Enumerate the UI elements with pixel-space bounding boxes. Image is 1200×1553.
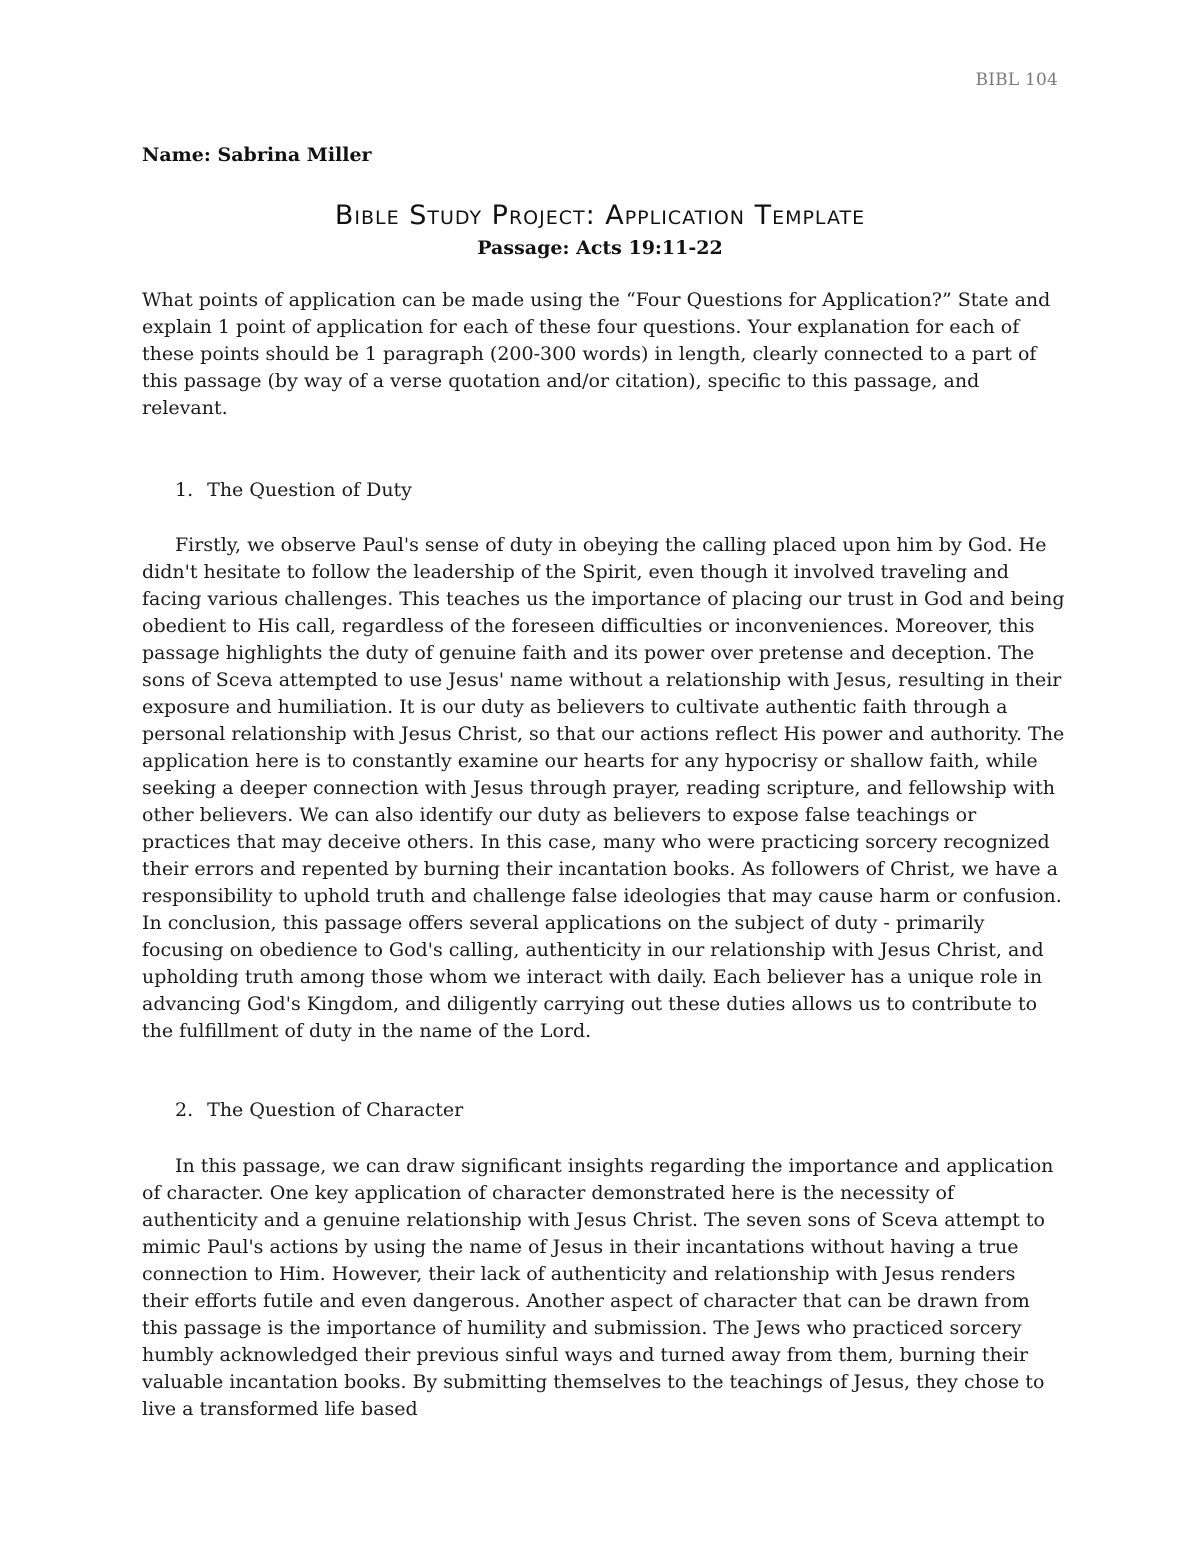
passage-reference: Passage: Acts 19:11-22 [477, 237, 723, 259]
section-heading-duty [175, 479, 412, 501]
section-title: The Question of Duty [207, 479, 412, 501]
section-heading-character [175, 1099, 463, 1121]
course-code-header: BIBL 104 [975, 70, 1058, 90]
document-title: Bible Study Project: Application Template [334, 200, 866, 231]
section-title: The Question of Character [207, 1099, 464, 1121]
student-name: Name: Sabrina Miller [142, 144, 372, 166]
section-paragraph-character: In this passage, we can draw significant insights regarding the importance and application of character. One key application of character demonstrated here is the necessity of authenticity and a genuine relationship with Jesus Christ. The seven sons of Sceva attempt to mimic Paul's actions by using the name of Jesus in their incantations without having a true connection to Him. However, their lack of authenticity and relationship with Jesus renders their efforts futile and even dangerous. Another aspect of character that can be drawn from this passage is the importance of humility and submission. The Jews who practiced sorcery humbly acknowledged their previous sinful ways and turned away from them, burning their valuable incantation books. By submitting themselves to the teachings of Jesus, they chose to live a transformed life based [142, 1155, 1054, 1420]
instructions-paragraph: What points of application can be made using the “Four Questions for Application?” State and explain 1 point of application for each of these four questions. Your explanation for each of these points should be 1 paragraph (200-300 words) in length, clearly connected to a part of this passage (by way of a verse quotation and/or citation), specific to this passage, and relevant. [142, 289, 1051, 419]
section-number: 2. [175, 1099, 194, 1121]
section-paragraph-duty: Firstly, we observe Paul's sense of duty in obeying the calling placed upon him by God. He didn't hesitate to follow the leadership of the Spirit, even though it involved traveling and facing various challenges. This teaches us the importance of placing our trust in God and being obedient to His call, regardless of the foreseen difficulties or inconveniences. Moreover, this passage highlights the duty of genuine faith and its power over pretense and deception. The sons of Sceva attempted to use Jesus' name without a relationship with Jesus, resulting in their exposure and humiliation. It is our duty as believers to cultivate authentic faith through a personal relationship with Jesus Christ, so that our actions reflect His power and authority. The application here is to constantly examine our hearts for any hypocrisy or shallow faith, while seeking a deeper connection with Jesus through prayer, reading scripture, and fellowship with other believers. We can also identify our duty as believers to expose false teachings or practices that may deceive others. In this case, many who were practicing sorcery recognized their errors and repented by burning their incantation books. As followers of Christ, we have a responsibility to uphold truth and challenge false ideologies that may cause harm or confusion. In conclusion, this passage offers several applications on the subject of duty - primarily focusing on obedience to God's calling, authenticity in our relationship with Jesus Christ, and upholding truth among those whom we interact with daily. Each believer has a unique role in advancing God's Kingdom, and diligently carrying out these duties allows us to contribute to the fulfillment of duty in the name of the Lord. [142, 534, 1065, 1042]
section-number: 1. [175, 479, 194, 501]
